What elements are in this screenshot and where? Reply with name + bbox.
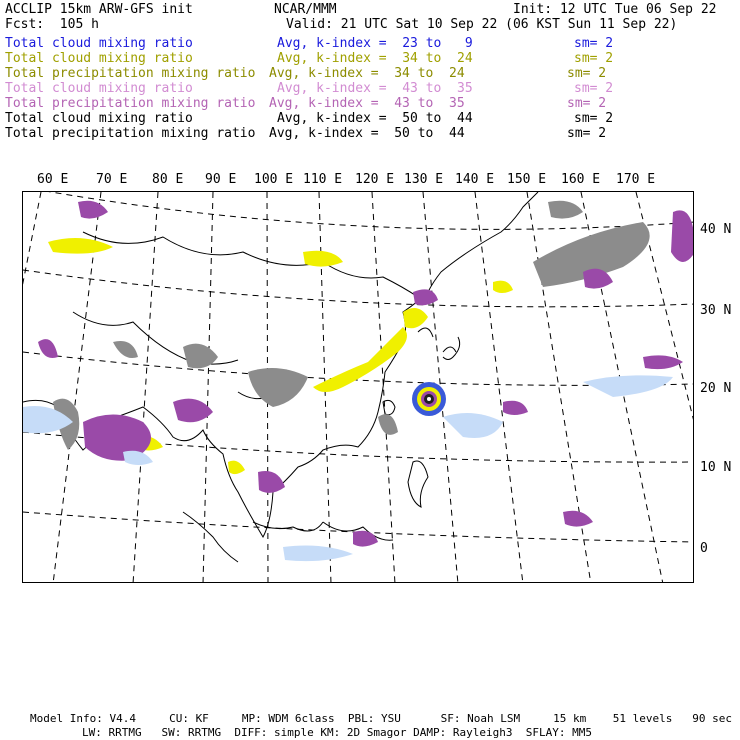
lon-label-160e: 160 E [561,172,601,187]
legend-avg-7: Avg, k-index = 50 to 44 [269,126,465,141]
map-panel [22,191,694,583]
legend-name-2: Total cloud mixing ratio [5,51,193,66]
blue-cloud-typhoon-tail [443,413,503,438]
legend-sm-2: sm= 2 [574,51,614,66]
legend-avg-5: Avg, k-index = 43 to 35 [269,96,465,111]
legend-sm-1: sm= 2 [574,36,614,51]
legend-sm-7: sm= 2 [567,126,607,141]
model-info-line1: Model Info: V4.4 CU: KF MP: WDM 6class PBL: YSU SF: Noah LSM 15 km 51 levels 90 sec [30,712,732,725]
lon-label-110e: 110 E [303,172,343,187]
lat-line-40n [23,192,694,229]
lon-label-170e: 170 E [616,172,656,187]
legend-name-6: Total cloud mixing ratio [5,111,193,126]
lat-label-20n: 20 N [700,381,732,396]
legend-sm-6: sm= 2 [574,111,614,126]
lat-label-10n: 10 N [700,460,732,475]
lon-label-100e: 100 E [254,172,294,187]
legend-name-3: Total precipitation mixing ratio [5,66,256,81]
gray-cloud-indochina [248,368,308,407]
legend-name-1: Total cloud mixing ratio [5,36,193,51]
lon-label-140e: 140 E [455,172,495,187]
forecast-hour: Fcst: 105 h [5,17,99,32]
lon-label-60e: 60 E [37,172,69,187]
typhoon-symbol [412,382,446,416]
blue-cloud-areas [23,375,673,561]
purple-cloud-pacific-east [671,210,694,262]
center-label: NCAR/MMM [274,2,337,17]
lat-label-40n: 40 N [700,222,732,237]
legend-avg-4: Avg, k-index = 43 to 35 [277,81,473,96]
legend-avg-3: Avg, k-index = 34 to 24 [269,66,465,81]
lon-label-90e: 90 E [205,172,237,187]
legend-sm-4: sm= 2 [574,81,614,96]
legend-sm-5: sm= 2 [567,96,607,111]
legend-avg-1: Avg, k-index = 23 to 9 [277,36,473,51]
map-canvas [23,192,694,583]
lat-label-0: 0 [700,541,708,556]
lon-label-130e: 130 E [404,172,444,187]
legend-avg-6: Avg, k-index = 50 to 44 [277,111,473,126]
legend-name-7: Total precipitation mixing ratio [5,126,256,141]
lon-label-70e: 70 E [96,172,128,187]
gray-cloud-areas [53,201,650,450]
lat-label-30n: 30 N [700,303,732,318]
valid-time: Valid: 21 UTC Sat 10 Sep 22 (06 KST Sun 11 Sep 22) [286,17,678,32]
plot-title: ACCLIP 15km ARW-GFS init [5,2,193,17]
lon-label-80e: 80 E [152,172,184,187]
lon-label-150e: 150 E [507,172,547,187]
legend-avg-2: Avg, k-index = 34 to 24 [277,51,473,66]
init-time: Init: 12 UTC Tue 06 Sep 22 [513,2,717,17]
legend-name-5: Total precipitation mixing ratio [5,96,256,111]
legend-name-4: Total cloud mixing ratio [5,81,193,96]
model-info-line2: LW: RRTMG SW: RRTMG DIFF: simple KM: 2D Smagor DAMP: Rayleigh3 SFLAY: MM5 [82,726,592,739]
legend-sm-3: sm= 2 [567,66,607,81]
lon-label-120e: 120 E [355,172,395,187]
